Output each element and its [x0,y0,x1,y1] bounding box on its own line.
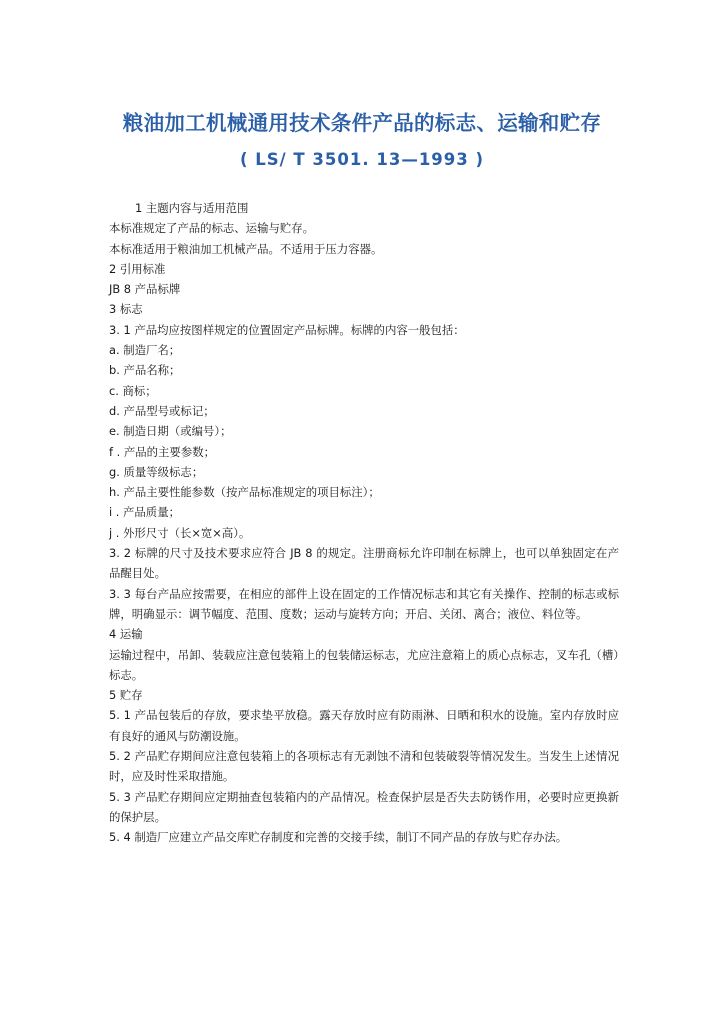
list-item: b. 产品名称； [109,363,181,378]
list-item: e. 制造日期（或编号）； [109,424,232,439]
paragraph: 本标准规定了产品的标志、运输与贮存。 [109,221,315,236]
standard-code: ( LS/ T 3501. 13—1993 ) [239,150,485,169]
document-title: 粮油加工机械通用技术条件产品的标志、运输和贮存 [122,111,602,135]
paragraph: 5. 1 产品包装后的存放，要求垫平放稳。露天存放时应有防雨淋、日晒和积水的设施。室内存放时应有良好的通风与防潮设施。 [109,708,619,743]
list-item: a. 制造厂名； [109,343,181,358]
section-heading: 2 引用标准 [109,261,166,276]
paragraph: 5. 3 产品贮存期间应定期抽查包装箱内的产品情况。检查保护层是否失去防锈作用，必要时应更换新的保护层。 [109,789,619,824]
paragraph: 3. 3 每台产品应按需要，在相应的部件上设在固定的工作情况标志和其它有关操作、控制的标志或标牌，明确显示：调节幅度、范围、度数；运动与旋转方向；开启、关闭、离合；液位、料位等。 [109,586,619,621]
paragraph: 3. 2 标牌的尺寸及技术要求应符合 JB 8 的规定。注册商标允许印制在标牌上，也可以单独固定在产品醒目处。 [109,546,619,581]
section-heading: 3 标志 [109,302,143,317]
list-item: f . 产品的主要参数； [109,444,215,459]
paragraph: 3. 1 产品均应按图样规定的位置固定产品标牌。标牌的内容一般包括： [109,322,465,337]
paragraph: 5. 4 制造厂应建立产品交库贮存制度和完善的交接手续，制订不同产品的存放与贮存办法。 [109,830,568,845]
section-heading: 5 贮存 [109,688,143,703]
section-heading: 4 运输 [109,627,143,642]
paragraph: 运输过程中，吊卸、装载应注意包装箱上的包装储运标志，尤应注意箱上的质心点标志，叉车孔（槽）标志。 [109,647,619,682]
list-item: j . 外形尺寸（长×宽×高）。 [109,525,251,540]
document-body [109,198,619,848]
paragraph: JB 8 产品标牌 [109,282,181,297]
paragraph: 5. 2 产品贮存期间应注意包装箱上的各项标志有无剥蚀不清和包装破裂等情况发生。当发生上述情况时，应及时性采取措施。 [109,749,619,784]
list-item: c. 商标； [109,383,157,398]
list-item: h. 产品主要性能参数（按产品标准规定的项目标注）； [109,485,380,500]
paragraph: 本标准适用于粮油加工机械产品。不适用于压力容器。 [109,241,383,256]
list-item: i . 产品质量； [109,505,180,520]
list-item: d. 产品型号或标记； [109,403,215,418]
list-item: g. 质量等级标志； [109,464,204,479]
section-heading: 1 主题内容与适用范围 [135,201,249,215]
